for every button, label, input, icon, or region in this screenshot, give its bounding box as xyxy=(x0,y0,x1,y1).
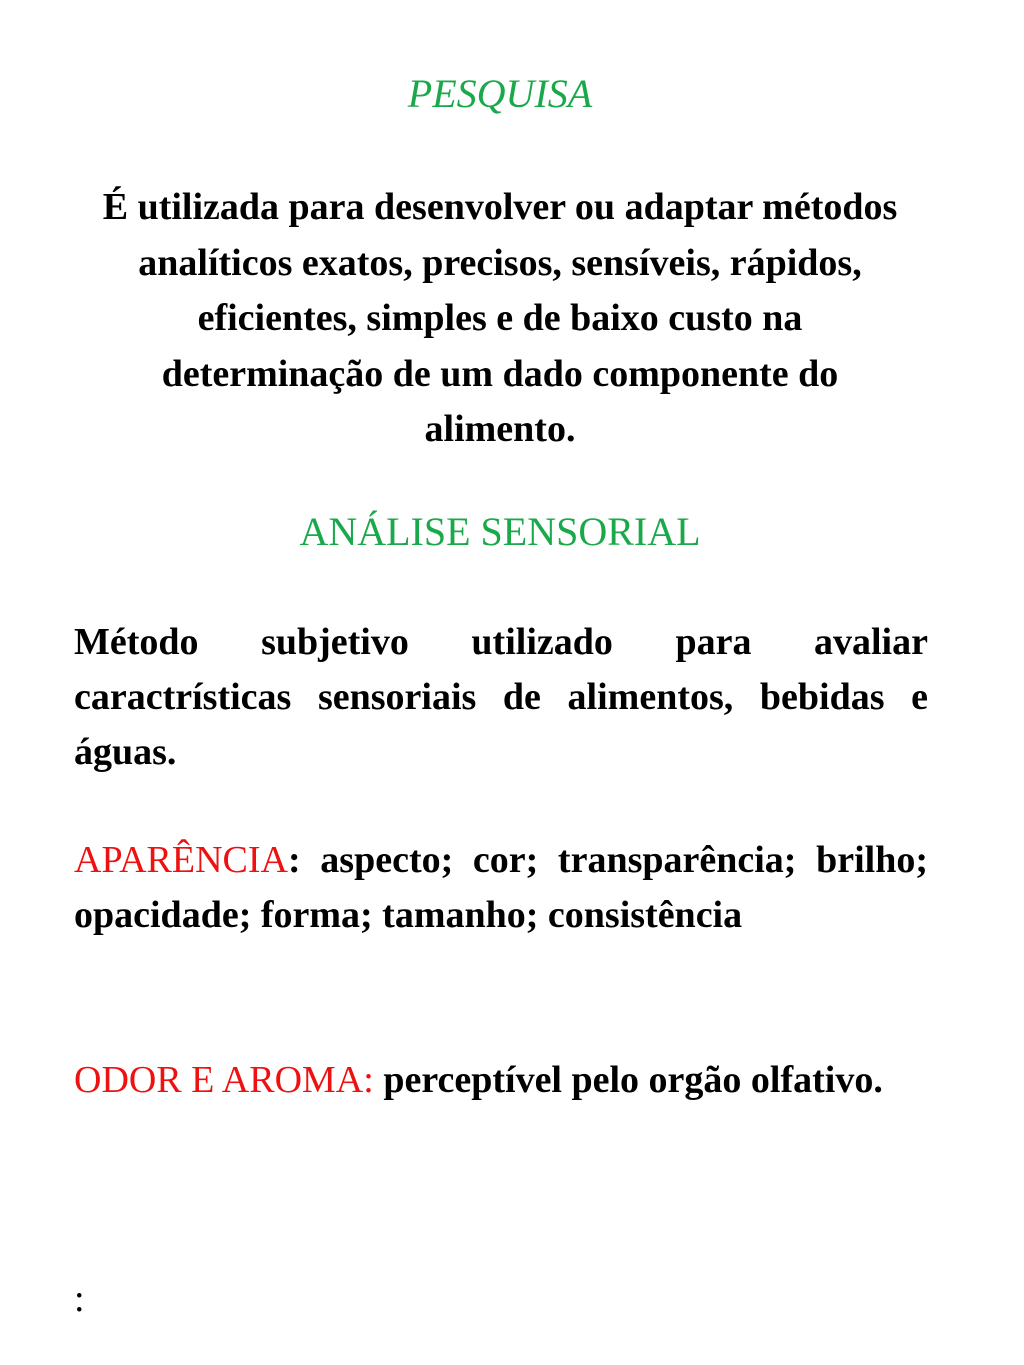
odor-aroma-text: perceptível pelo orgão olfativo. xyxy=(373,1059,883,1101)
odor-aroma-label: ODOR E AROMA: xyxy=(74,1059,374,1101)
pesquisa-paragraph: É utilizada para desenvolver ou adaptar métodos analíticos exatos, precisos, sensíveis, rápidos, eficientes, simples e de baixo custo na determinação de um dado componente do alimento. xyxy=(102,186,898,450)
aparencia-text: : aspecto; cor; transparência; brilho; opacidade; forma; tamanho; consistência xyxy=(74,839,928,936)
analise-sensorial-title: ANÁLISE SENSORIAL xyxy=(299,509,701,554)
trailing-colon: : xyxy=(74,1278,85,1320)
pesquisa-title: PESQUISA xyxy=(407,71,593,116)
odor-aroma-paragraph xyxy=(74,1053,928,1108)
analise-sensorial-paragraph: Método subjetivo utilizado para avaliar caractrísticas sensoriais de alimentos, bebidas e águas. xyxy=(74,621,928,773)
aparencia-label: APARÊNCIA xyxy=(74,839,288,881)
aparencia-paragraph xyxy=(74,833,928,943)
